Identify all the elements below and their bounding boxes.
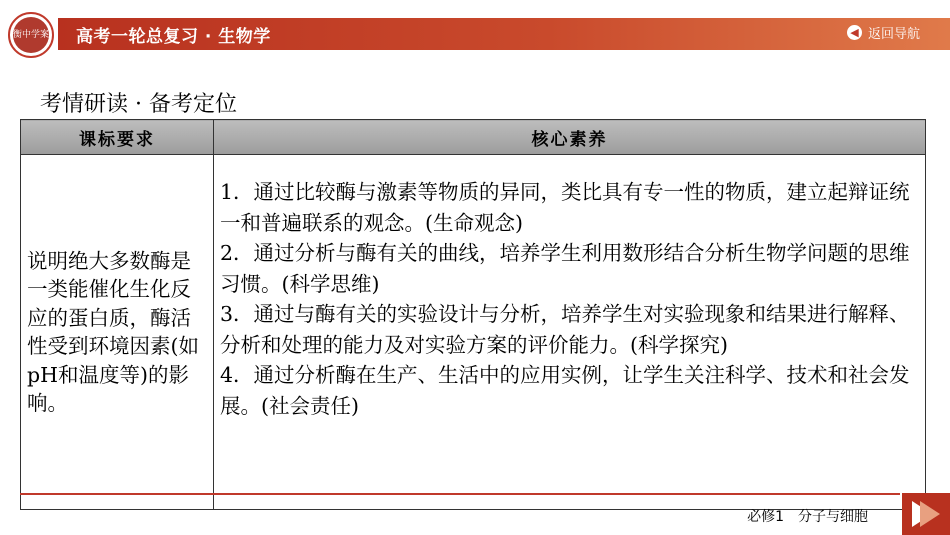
column-header-requirement: 课标要求 bbox=[21, 120, 214, 155]
requirement-cell: 说明绝大多数酶是一类能催化生化反应的蛋白质，酶活性受到环境因素(如pH和温度等)的影响。 bbox=[21, 155, 214, 510]
literacy-item-1: 1．通过比较酶与激素等物质的异同，类比具有专一性的物质，建立起辩证统一和普遍联系的观念。(生命观念) bbox=[220, 180, 910, 235]
footer bbox=[747, 506, 868, 526]
next-arrow-icon[interactable] bbox=[902, 493, 950, 535]
circle-left-arrow-icon: ◀ bbox=[847, 25, 862, 40]
title-band bbox=[58, 18, 950, 50]
logo-text: 衡中学案 bbox=[13, 17, 49, 53]
logo bbox=[8, 12, 54, 58]
course-title: 高考一轮总复习 · 生物学 bbox=[76, 27, 271, 47]
back-navigation-button[interactable] bbox=[847, 23, 920, 42]
column-header-literacy: 核心素养 bbox=[214, 120, 926, 155]
footer-module: 必修1 bbox=[747, 509, 784, 525]
footer-chapter: 分子与细胞 bbox=[798, 509, 868, 525]
literacy-item-3: 3．通过与酶有关的实验设计与分析，培养学生对实验现象和结果进行解释、分析和处理的能力及对实验方案的评价能力。(科学探究) bbox=[220, 302, 910, 357]
table-row bbox=[21, 155, 926, 510]
literacy-item-4: 4．通过分析酶在生产、生活中的应用实例，让学生关注科学、技术和社会发展。(社会责任) bbox=[220, 363, 910, 418]
literacy-item-2: 2．通过分析与酶有关的曲线，培养学生利用数形结合分析生物学问题的思维习惯。(科学思维) bbox=[220, 241, 910, 296]
back-navigation-label: 返回导航 bbox=[867, 27, 920, 42]
top-bar bbox=[0, 0, 950, 63]
table-header-row bbox=[21, 120, 926, 155]
literacy-cell bbox=[214, 155, 926, 510]
section-heading: 考情研读 · 备考定位 bbox=[40, 92, 237, 117]
requirements-table bbox=[20, 119, 926, 510]
footer-divider bbox=[20, 493, 900, 495]
